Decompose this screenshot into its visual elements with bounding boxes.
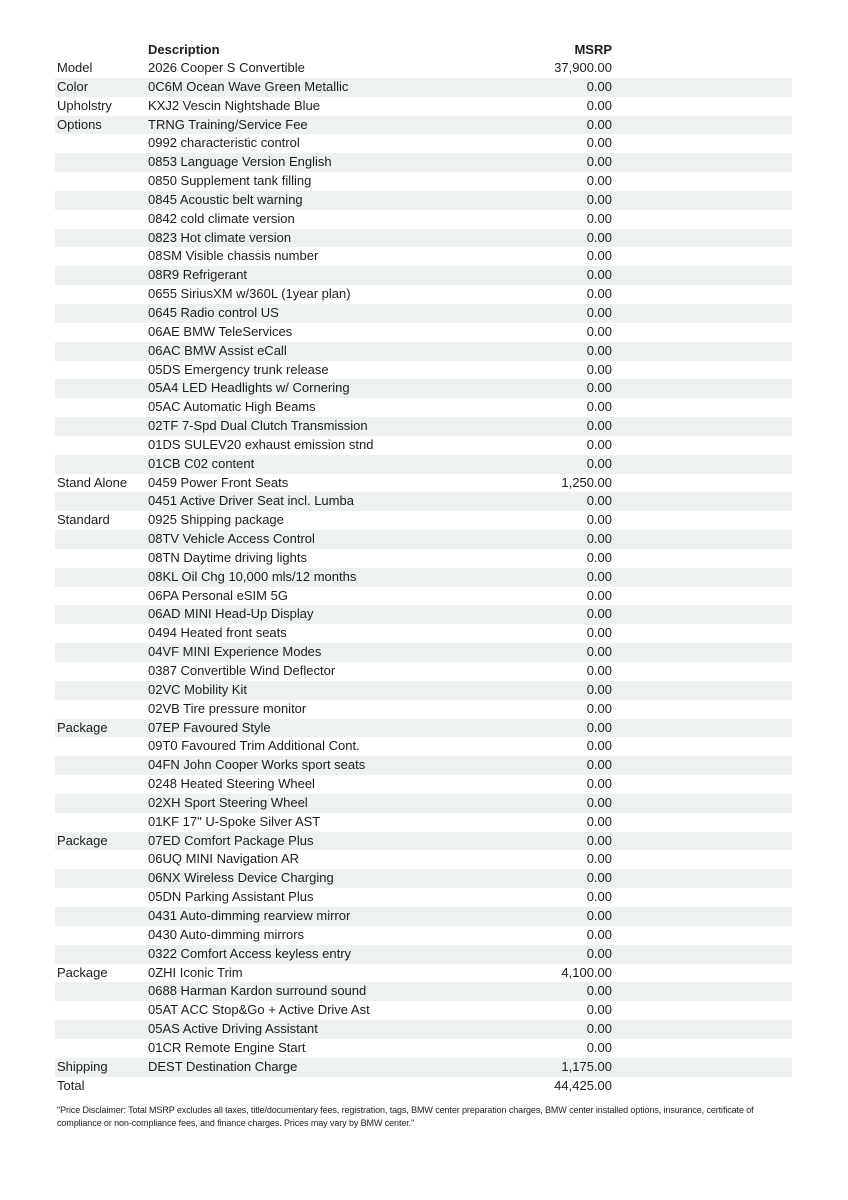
row-category [57,530,147,549]
row-category [57,323,147,342]
row-description: 0431 Auto-dimming rearview mirror [148,907,351,923]
table-row [55,398,792,417]
row-category [57,681,147,700]
row-msrp: 0.00 [586,304,612,320]
row-msrp: 0.00 [586,851,612,867]
row-msrp: 0.00 [586,663,612,678]
row-description: 04FN John Cooper Works sport seats [148,757,366,773]
row-category: Standard [57,512,110,528]
row-category [57,1001,147,1020]
row-description: 08KL Oil Chg 10,000 mls/12 months [148,568,357,584]
table-row [55,719,792,738]
row-category [57,568,147,587]
row-description: 0645 Radio control US [148,304,279,320]
row-category: Shipping [57,1058,108,1074]
table-row [55,605,792,624]
table-row [55,549,792,568]
table-row [55,285,792,304]
row-description: 0853 Language Version English [148,154,332,170]
row-description: 05DS Emergency trunk release [148,361,329,377]
row-category [57,172,147,191]
table-row [55,794,792,813]
row-description: 08TV Vehicle Access Control [148,531,315,547]
row-category [57,398,147,417]
row-category [57,982,147,1001]
row-category [57,1020,147,1039]
row-category [57,417,147,436]
row-msrp: 0.00 [586,606,612,622]
row-msrp: 0.00 [586,776,612,792]
row-category [57,549,147,568]
row-category: Model [57,60,93,75]
row-msrp: 0.00 [586,587,612,603]
row-category [57,737,147,756]
row-category [57,662,147,681]
row-description: 05AS Active Driving Assistant [148,1021,318,1037]
row-msrp: 0.00 [586,399,612,415]
table-row [55,982,792,1001]
row-description: 05DN Parking Assistant Plus [148,889,314,905]
table-row [55,643,792,662]
table-row [55,342,792,361]
table-row [55,134,792,153]
row-category [57,455,147,474]
table-row [55,1020,792,1039]
table-row [55,153,792,172]
row-msrp: 0.00 [586,568,612,584]
table-row [55,869,792,888]
row-description: 0430 Auto-dimming mirrors [148,926,305,942]
row-category [57,191,147,210]
row-msrp: 0.00 [586,342,612,358]
row-category [57,624,147,643]
table-row [55,662,792,681]
row-category: Upholstry [57,97,112,113]
row-category: Package [57,719,108,735]
row-msrp: 0.00 [586,907,612,923]
row-category [57,907,147,926]
row-description: 0248 Heated Steering Wheel [148,776,315,792]
table-row [55,681,792,700]
row-msrp: 0.00 [586,549,612,565]
table-row [55,530,792,549]
table-row [55,511,792,530]
row-description: 07ED Comfort Package Plus [148,832,314,848]
row-msrp: 1,250.00 [561,474,612,490]
row-msrp: 44,425.00 [554,1077,612,1093]
row-description: 01DS SULEV20 exhaust emission stnd [148,436,374,452]
table-row [55,304,792,323]
table-row [55,266,792,285]
row-category [57,643,147,662]
row-description: 0322 Comfort Access keyless entry [148,945,352,961]
row-category [57,926,147,945]
table-header-row [55,40,792,59]
table-row [55,624,792,643]
row-category: Total [57,1077,85,1093]
row-msrp: 0.00 [586,512,612,528]
row-msrp: 0.00 [586,983,612,999]
table-row [55,907,792,926]
row-msrp: 0.00 [586,700,612,716]
row-description: 02XH Sport Steering Wheel [148,794,308,810]
row-msrp: 0.00 [586,794,612,810]
row-msrp: 0.00 [586,418,612,434]
table-row [55,775,792,794]
row-category [57,229,147,248]
row-description: 01CR Remote Engine Start [148,1039,306,1055]
row-category: Options [57,116,102,132]
row-msrp: 0.00 [586,135,612,151]
row-category [57,1039,147,1058]
row-category [57,379,147,398]
table-row [55,568,792,587]
row-msrp: 4,100.00 [561,964,612,980]
table-row [55,700,792,719]
row-category [57,850,147,869]
table-row [55,229,792,248]
row-description: 0655 SiriusXM w/360L (1year plan) [148,286,351,302]
table-row [55,1077,792,1096]
table-row [55,323,792,342]
row-description: 0823 Hot climate version [148,229,292,245]
row-msrp: 0.00 [586,681,612,697]
table-row [55,191,792,210]
row-description: 01KF 17" U-Spoke Silver AST [148,813,321,829]
row-description: 0992 characteristic control [148,135,300,151]
row-msrp: 0.00 [586,1021,612,1037]
msrp-column-header: MSRP [574,42,612,57]
row-category [57,775,147,794]
row-description: KXJ2 Vescin Nightshade Blue [148,97,320,113]
table-row [55,116,792,135]
row-msrp: 0.00 [586,154,612,170]
row-description [148,1077,528,1096]
row-msrp: 0.00 [586,945,612,961]
table-row [55,945,792,964]
row-msrp: 0.00 [586,380,612,396]
table-row [55,964,792,983]
table-row [55,172,792,191]
row-description: 0ZHI Iconic Trim [148,964,243,980]
row-category [57,605,147,624]
row-msrp: 0.00 [586,1002,612,1018]
row-description: 09T0 Favoured Trim Additional Cont. [148,738,360,754]
row-description: 02VC Mobility Kit [148,681,247,697]
row-msrp: 0.00 [586,173,612,189]
row-msrp: 37,900.00 [554,60,612,75]
row-category [57,304,147,323]
row-msrp: 0.00 [586,1039,612,1055]
row-description: 0845 Acoustic belt warning [148,191,303,207]
row-msrp: 0.00 [586,116,612,132]
row-description: 0494 Heated front seats [148,625,287,641]
row-description: 01CB C02 content [148,455,255,471]
row-category [57,945,147,964]
table-row [55,417,792,436]
row-category [57,756,147,775]
row-msrp: 0.00 [586,323,612,339]
table-row [55,97,792,116]
row-description: 0842 cold climate version [148,210,295,226]
row-category [57,134,147,153]
row-description: 02TF 7-Spd Dual Clutch Transmission [148,418,368,434]
row-msrp: 0.00 [586,210,612,226]
table-row [55,247,792,266]
row-category: Stand Alone [57,474,128,490]
row-msrp: 0.00 [586,97,612,113]
table-row [55,379,792,398]
row-category [57,210,147,229]
row-msrp: 0.00 [586,926,612,942]
row-category [57,247,147,266]
row-description: 0C6M Ocean Wave Green Metallic [148,78,349,94]
row-description: 2026 Cooper S Convertible [148,60,305,75]
row-description: 08TN Daytime driving lights [148,549,307,565]
table-row [55,813,792,832]
row-msrp: 0.00 [586,78,612,94]
row-msrp: 0.00 [586,870,612,886]
price-table [55,40,792,1095]
row-category [57,153,147,172]
row-msrp: 0.00 [586,531,612,547]
table-row [55,756,792,775]
row-msrp: 0.00 [586,455,612,471]
row-description: 0688 Harman Kardon surround sound [148,983,367,999]
row-msrp: 0.00 [586,738,612,754]
table-row [55,888,792,907]
row-category [57,266,147,285]
row-description: 08SM Visible chassis number [148,248,319,264]
row-description: 05AT ACC Stop&Go + Active Drive Ast [148,1002,370,1018]
table-row [55,436,792,455]
row-description: DEST Destination Charge [148,1058,298,1074]
row-msrp: 0.00 [586,757,612,773]
table-row [55,210,792,229]
row-description: 0451 Active Driver Seat incl. Lumba [148,493,354,509]
row-msrp: 0.00 [586,644,612,660]
row-category [57,361,147,380]
row-category [57,794,147,813]
row-category [57,813,147,832]
row-description: TRNG Training/Service Fee [148,116,308,132]
table-row [55,832,792,851]
row-description: 0850 Supplement tank filling [148,173,312,189]
row-description: 06AD MINI Head-Up Display [148,606,314,622]
row-msrp: 0.00 [586,832,612,848]
row-category [57,700,147,719]
row-description: 0387 Convertible Wind Deflector [148,663,336,678]
row-description: 06AC BMW Assist eCall [148,342,287,358]
row-category: Package [57,964,108,980]
row-category [57,342,147,361]
row-msrp: 0.00 [586,889,612,905]
table-row [55,474,792,493]
row-category [57,587,147,606]
row-description: 07EP Favoured Style [148,719,271,735]
table-row [55,926,792,945]
row-description: 06PA Personal eSIM 5G [148,587,288,603]
row-description: 0459 Power Front Seats [148,474,289,490]
table-row [55,1001,792,1020]
row-category [57,888,147,907]
row-description: 05A4 LED Headlights w/ Cornering [148,380,350,396]
row-category [57,869,147,888]
row-msrp: 0.00 [586,361,612,377]
row-msrp: 0.00 [586,191,612,207]
price-disclaimer-text: "Price Disclaimer: Total MSRP excludes all taxes, title/documentary fees, registration, tags, BMW center preparation charges, BMW center installed options, insurance, certificate of compliance or non-compliance fees, and finance charges. Prices may vary by BMW center." [57,1105,754,1128]
table-row [55,737,792,756]
row-msrp: 0.00 [586,286,612,302]
row-msrp: 0.00 [586,248,612,264]
row-msrp: 1,175.00 [561,1058,612,1074]
row-category [57,285,147,304]
row-description: 06UQ MINI Navigation AR [148,851,300,867]
table-row [55,587,792,606]
row-category [57,436,147,455]
table-row [55,1039,792,1058]
row-msrp: 0.00 [586,813,612,829]
table-row [55,455,792,474]
table-row [55,492,792,511]
row-description: 02VB Tire pressure monitor [148,700,307,716]
row-description: 06NX Wireless Device Charging [148,870,334,886]
row-description: 04VF MINI Experience Modes [148,644,322,660]
table-row [55,78,792,97]
row-description: 0925 Shipping package [148,512,284,528]
row-msrp: 0.00 [586,229,612,245]
table-row [55,59,792,78]
row-category: Package [57,832,108,848]
description-column-header: Description [148,42,220,57]
table-row [55,361,792,380]
row-category [57,492,147,511]
row-description: 05AC Automatic High Beams [148,399,316,415]
table-row [55,850,792,869]
row-category: Color [57,78,89,94]
row-msrp: 0.00 [586,436,612,452]
row-description: 08R9 Refrigerant [148,267,247,283]
row-msrp: 0.00 [586,493,612,509]
row-description: 06AE BMW TeleServices [148,323,293,339]
price-table-rows [55,59,792,1095]
row-msrp: 0.00 [586,267,612,283]
row-msrp: 0.00 [586,719,612,735]
table-row [55,1058,792,1077]
row-msrp: 0.00 [586,625,612,641]
